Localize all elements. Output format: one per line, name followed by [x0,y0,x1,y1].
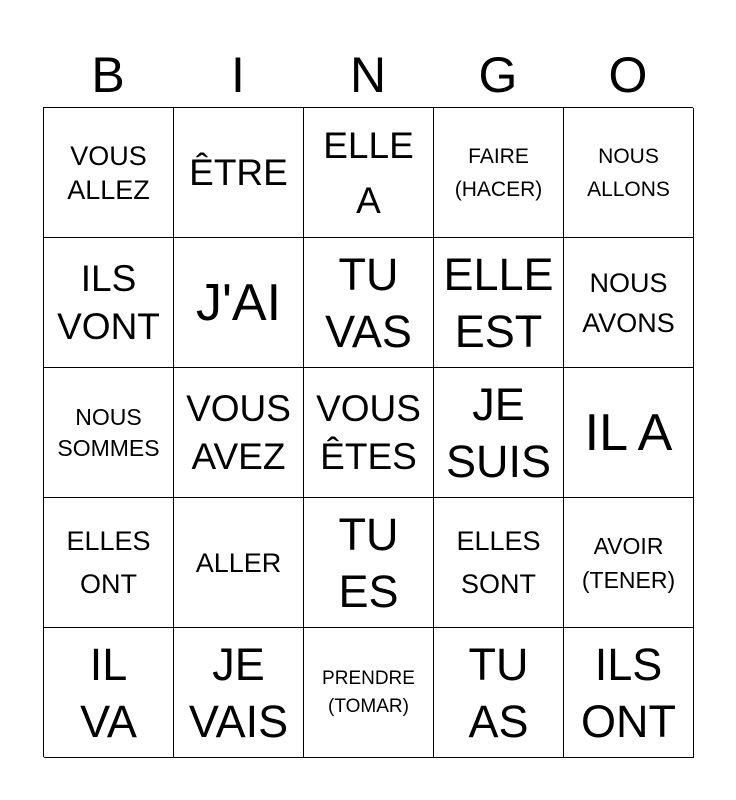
cell-text: ALLER [195,547,282,578]
header-letter-o: O [608,47,648,103]
cell-text: TU ES [338,508,399,617]
bingo-cell[interactable] [304,108,434,238]
bingo-cell[interactable] [564,368,694,498]
header-letter-n: N [349,47,387,103]
bingo-cell[interactable] [434,108,564,238]
bingo-cell[interactable] [304,368,434,498]
cell-text: ELLE A [323,124,414,221]
bingo-cell[interactable] [434,628,564,758]
bingo-header [43,44,693,106]
cell-text: JE SUIS [445,378,552,487]
bingo-cell[interactable] [174,628,304,758]
cell-text: AVOIR (TENER) [581,532,676,593]
bingo-cell[interactable] [44,368,174,498]
cell-text: NOUS ALLONS [587,144,670,201]
bingo-cell[interactable] [174,498,304,628]
bingo-cell[interactable] [434,498,564,628]
bingo-cell[interactable] [174,238,304,368]
bingo-cell[interactable] [564,498,694,628]
header-letter-b: B [91,47,125,103]
cell-text: VOUS ÊTES [316,387,421,477]
header-letter-i: I [231,47,245,103]
bingo-cell[interactable] [564,238,694,368]
cell-text: FAIRE (HACER) [454,144,543,201]
cell-text: VOUS ALLEZ [67,140,150,205]
cell-text: IL VA [80,638,137,747]
cell-text: TU AS [468,638,529,747]
cell-text: ELLE EST [443,248,554,357]
bingo-board [43,107,693,757]
cell-text: ILS ONT [581,638,676,747]
cell-text: J'AI [195,273,282,332]
bingo-cell[interactable] [564,108,694,238]
cell-text: JE VAIS [188,638,289,747]
bingo-cell[interactable] [44,108,174,238]
bingo-cell[interactable] [44,238,174,368]
bingo-cell[interactable] [304,238,434,368]
bingo-cell[interactable] [304,628,434,758]
cell-text: NOUS AVONS [582,267,675,338]
bingo-cell[interactable] [304,498,434,628]
cell-text: ILS VONT [57,257,160,347]
cell-text: ÊTRE [189,151,288,193]
bingo-cell[interactable] [174,108,304,238]
cell-text: ELLES ONT [66,525,151,599]
cell-text: TU VAS [325,248,412,357]
bingo-cell[interactable] [44,498,174,628]
bingo-cell[interactable] [434,238,564,368]
bingo-cell[interactable] [174,368,304,498]
cell-text: VOUS AVEZ [186,387,291,477]
cell-text: ELLES SONT [456,525,541,599]
cell-text: IL A [584,403,673,462]
header-letter-g: G [478,47,518,103]
cell-text: PRENDRE (TOMAR) [322,667,415,717]
bingo-cell[interactable] [434,368,564,498]
cell-text: NOUS SOMMES [57,403,160,461]
bingo-cell[interactable] [44,628,174,758]
bingo-cell[interactable] [564,628,694,758]
